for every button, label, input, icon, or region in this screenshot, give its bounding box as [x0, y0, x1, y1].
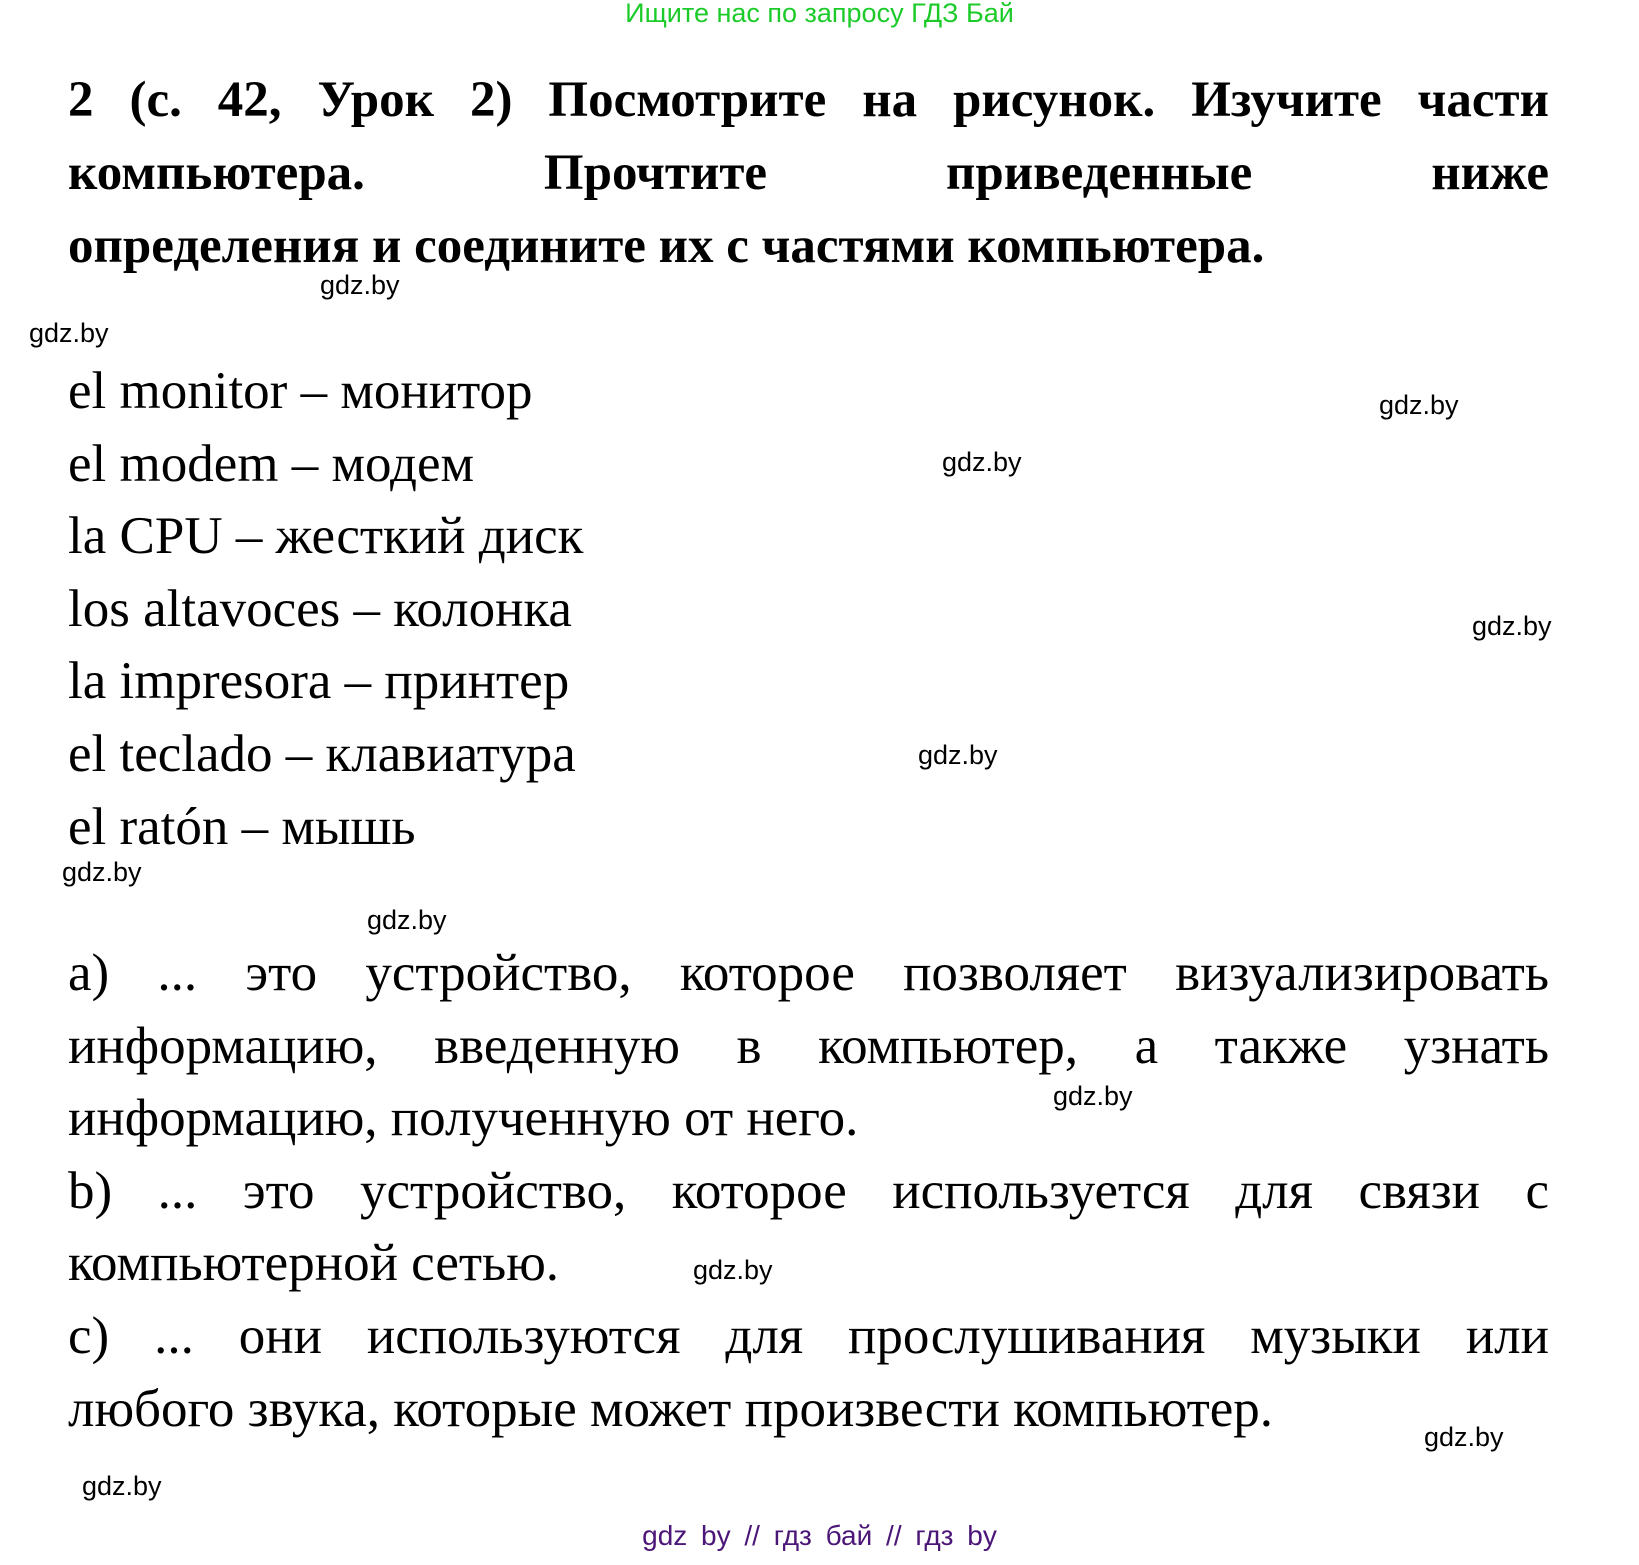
- watermark: gdz.by: [367, 905, 447, 935]
- title-line: компьютера. Прочтите приведенные ниже: [68, 145, 1549, 201]
- definition-line: b) ... это устройство, которое используется для связи с: [68, 1161, 1549, 1220]
- vocab-item: la impresora – принтер: [68, 652, 570, 711]
- watermark: gdz.by: [693, 1255, 773, 1285]
- watermark: gdz.by: [29, 318, 109, 348]
- vocab-item: los altavoces – колонка: [68, 579, 572, 638]
- vocab-item: el ratón – мышь: [68, 797, 416, 856]
- vocab-item: el monitor – монитор: [68, 362, 533, 420]
- footer-watermark: gdz by // гдз бай // гдз by: [642, 1520, 997, 1551]
- title-line: определения и соедините их с частями компьютера.: [68, 218, 1265, 274]
- definitions: [68, 937, 1549, 1445]
- definition-line: c) ... они используются для прослушивания музыки или: [68, 1306, 1549, 1365]
- watermark: gdz.by: [1379, 390, 1459, 420]
- watermark: gdz.by: [1472, 611, 1552, 641]
- vocab-item: la CPU – жесткий диск: [68, 507, 584, 566]
- watermark: gdz.by: [1053, 1081, 1133, 1111]
- title-line: 2 (с. 42, Урок 2) Посмотрите на рисунок. Изучите части: [68, 72, 1549, 128]
- definition-line: информацию, введенную в компьютер, а также узнать: [68, 1016, 1549, 1075]
- vocab-item: el teclado – клавиатура: [68, 724, 576, 783]
- watermark: gdz.by: [1424, 1422, 1504, 1452]
- vocabulary-list: [68, 355, 583, 863]
- watermark: gdz.by: [942, 447, 1022, 477]
- vocab-item: el modem – модем: [68, 434, 475, 493]
- watermark: gdz.by: [82, 1471, 162, 1501]
- watermark: gdz.by: [918, 740, 998, 770]
- watermark: gdz.by: [320, 270, 400, 300]
- definition-line: информацию, полученную от него.: [68, 1089, 859, 1148]
- definition-line: любого звука, которые может произвести компьютер.: [68, 1379, 1274, 1438]
- definition-line: a) ... это устройство, которое позволяет визуализировать: [68, 944, 1549, 1002]
- watermark: gdz.by: [62, 857, 142, 887]
- search-hint-banner: Ищите нас по запросу ГДЗ Бай: [625, 0, 1014, 28]
- definition-line: компьютерной сетью.: [68, 1234, 560, 1293]
- exercise-title: [68, 64, 1549, 283]
